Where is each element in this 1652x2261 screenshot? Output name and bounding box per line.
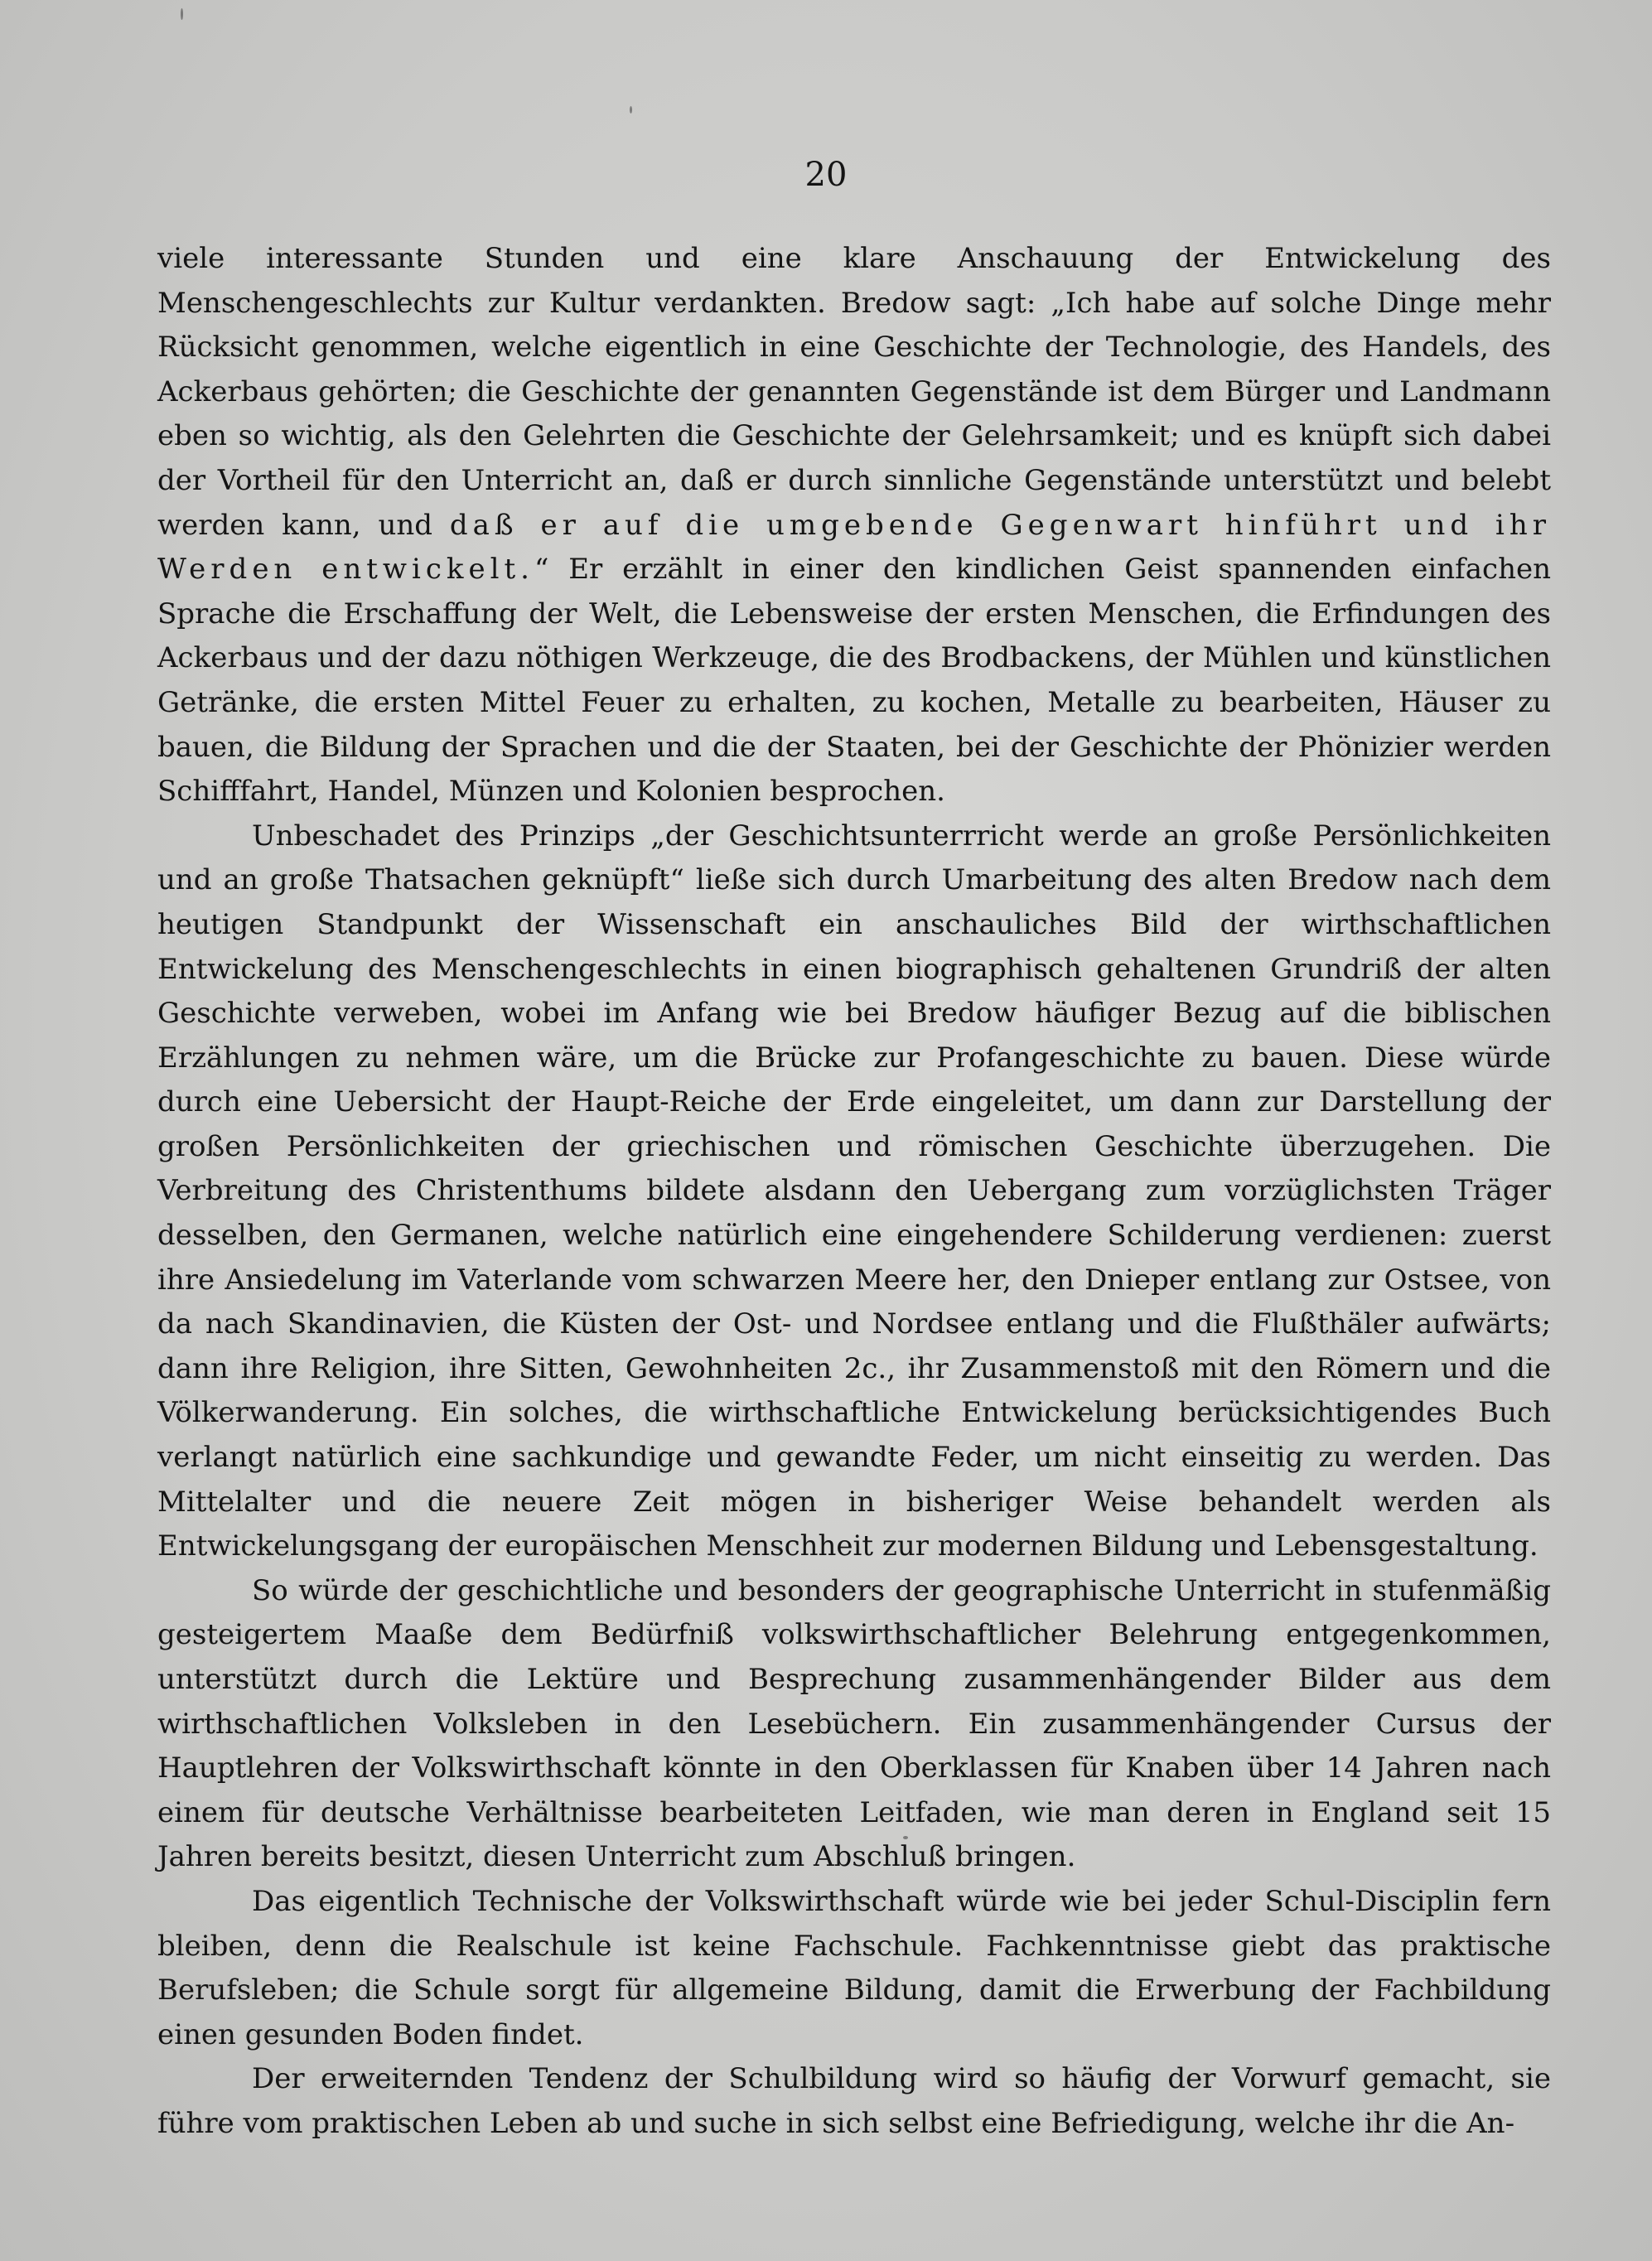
paragraph-1-continuation: “ Er erzählt in einer den kindlichen Geist spannenden einfachen Sprache die Erschaffung der Welt, die Lebensweise der ersten Menschen, die Erfindungen des Ackerbaus und der dazu nöthigen Werkzeuge, die des Brodbackens, der Mühlen und künstlichen Getränke, die ersten Mittel Feuer zu erhalten, zu kochen, Metalle zu bearbeiten, Häuser zu bauen, die Bildung der Sprachen und die der Staaten, bei der Geschichte der Phönizier werden Schifffahrt, Handel, Münzen und Kolonien besprochen. [157, 553, 1551, 809]
paragraph-1-text: viele interessante Stunden und eine klare Anschauung der Entwickelung des Menschengeschlechts zur Kultur verdankten. Bredow sagt: „Ich habe auf solche Dinge mehr Rücksicht genommen, welche eigentlich in eine Geschichte der Technologie, des Handels, des Ackerbaus gehörten; die Geschichte der genannten Gegenstände ist dem Bürger und Landmann eben so wichtig, als den Gelehrten die Geschichte der Gelehrsamkeit; und es knüpft sich dabei der Vortheil für den Unterricht an, daß er durch sinnliche Gegenstände unterstützt und belebt werden kann, und [157, 242, 1551, 542]
paragraph-2: Unbeschadet des Prinzips „der Geschichtsunterrricht werde an große Persönlichkeiten und an große Thatsachen geknüpft“ ließe sich durch Umarbeitung des alten Bredow nach dem heutigen Standpunkt der Wissenschaft ein anschauliches Bild der wirthschaftlichen Entwickelung des Menschengeschlechts in einen biographisch gehaltenen Grundriß der alten Geschichte verweben, wobei im Anfang wie bei Bredow häufiger Bezug auf die biblischen Erzählungen zu nehmen wäre, um die Brücke zur Profangeschichte zu bauen. Diese würde durch eine Uebersicht der Haupt-Reiche der Erde eingeleitet, um dann zur Darstellung der großen Persönlichkeiten der griechischen und römischen Geschichte überzugehen. Die Verbreitung des Christenthums bildete alsdann den Uebergang zum vorzüglichsten Träger desselben, den Germanen, welche natürlich eine eingehendere Schilderung verdienen: zuerst ihre Ansiedelung im Vaterlande vom schwarzen Meere her, den Dnieper entlang zur Ostsee, von da nach Skandinavien, die Küsten der Ost- und Nordsee entlang und die Flußthäler aufwärts; dann ihre Religion, ihre Sitten, Gewohnheiten 2c., ihr Zusammenstoß mit den Römern und die Völkerwanderung. Ein solches, die wirthschaftliche Entwickelung berücksichtigendes Buch verlangt natürlich eine sachkundige und gewandte Feder, um nicht einseitig zu werden. Das Mittelalter und die neuere Zeit mögen in bisheriger Weise behandelt werden als Entwickelungsgang der europäischen Menschheit zur modernen Bildung und Lebensgestaltung. [157, 819, 1551, 1563]
paragraph-5: Der erweiternden Tendenz der Schulbildung wird so häufig der Vorwurf gemacht, sie führe vom praktischen Leben ab und suche in sich selbst eine Befriedigung, welche ihr die An- [157, 2062, 1551, 2140]
body-text [157, 237, 1551, 2147]
paragraph-1 [157, 237, 1551, 814]
ink-speck [181, 8, 183, 20]
paragraph-4: Das eigentlich Technische der Volkswirthschaft würde wie bei jeder Schul-Disciplin fern bleiben, denn die Realschule ist keine Fachschule. Fachkenntnisse giebt das praktische Berufsleben; die Schule sorgt für allgemeine Bildung, damit die Erwerbung der Fachbildung einen gesunden Boden findet. [157, 1884, 1551, 2051]
page-number: 20 [804, 156, 848, 194]
paragraph-3: So würde der geschichtliche und besonders der geographische Unterricht in stufenmäßig gesteigertem Maaße dem Bedürfniß volkswirthschaftlicher Belehrung entgegenkommen, unterstützt durch die Lektüre und Besprechung zusammenhängender Bilder aus dem wirthschaftlichen Volksleben in den Lesebüchern. Ein zusammenhängender Cursus der Hauptlehren der Volkswirthschaft könnte in den Oberklassen für Knaben über 14 Jahren nach einem für deutsche Verhältnisse bearbeiteten Leitfaden, wie man deren in England seit 15 Jahren bereits besitzt, diesen Unterricht zum Abschluß bringen. [157, 1573, 1551, 1874]
ink-speck [630, 106, 632, 114]
emphasized-quote: daß er auf die umgebende Gegenwart hinführt und ihr Werden entwickelt. [157, 508, 1552, 587]
